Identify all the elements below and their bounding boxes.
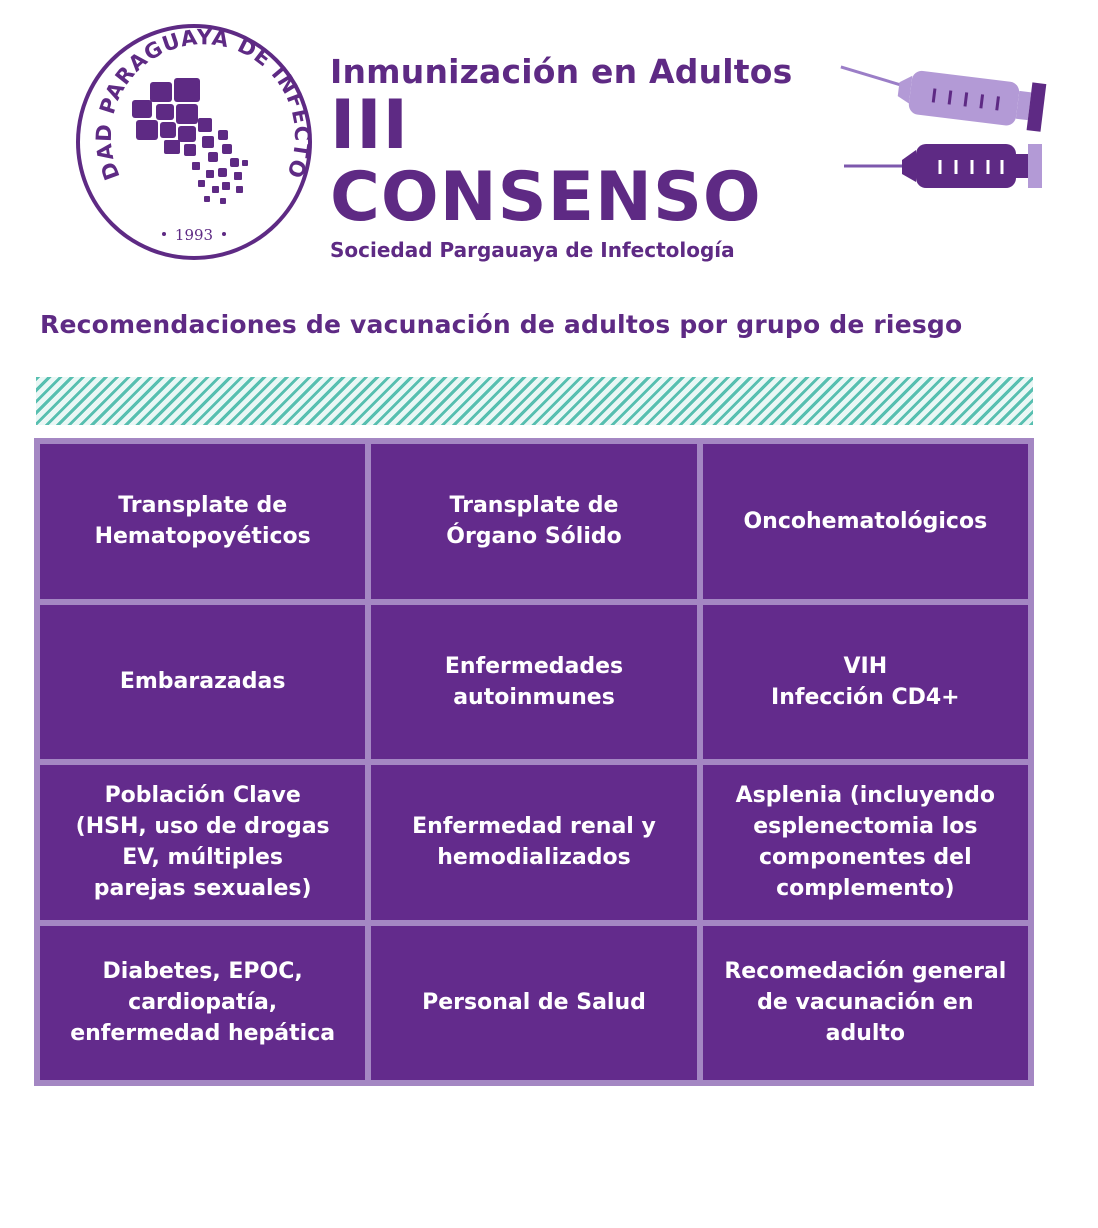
cell-label: Transplate de Hematopoyéticos [94, 493, 311, 550]
cell-label: Personal de Salud [422, 990, 646, 1016]
cell-label: Oncohematológicos [743, 508, 988, 534]
syringe-light-icon [836, 62, 1046, 132]
cell-label: Recomedación general de vacunación en adulto [724, 959, 1007, 1047]
cell-label: Asplenia (incluyendo esplenectomia los componentes del complemento) [735, 783, 995, 902]
cell-label: Población Clave (HSH, uso de drogas EV, múltiples parejas sexuales) [75, 783, 330, 902]
cell-embarazadas[interactable] [40, 605, 365, 760]
logo-ring-text: DAD PARAGUAYA DE INFECTO [91, 25, 315, 184]
cell-label: Enfermedad renal y hemodializados [412, 814, 656, 871]
header-line2: III CONSENSO [330, 86, 762, 237]
header-line1: Inmunización en Adultos [330, 52, 793, 91]
decorative-stripe [36, 377, 1033, 425]
header-line3: Sociedad Pargauaya de Infectología [330, 238, 735, 262]
cell-label: VIH Infección CD4+ [771, 653, 960, 710]
cell-recomendacion-general[interactable] [703, 926, 1028, 1081]
risk-group-grid [34, 438, 1034, 1086]
cell-vih[interactable] [703, 605, 1028, 760]
cell-asplenia[interactable] [703, 765, 1028, 920]
syringe-dark-icon [844, 144, 1042, 188]
cell-diabetes-epoc[interactable] [40, 926, 365, 1081]
cell-enfermedades-autoinmunes[interactable] [371, 605, 696, 760]
logo [72, 22, 317, 262]
header-title-block [330, 52, 820, 264]
cell-label: Diabetes, EPOC, cardiopatía, enfermedad hepática [70, 959, 336, 1047]
cell-label: Embarazadas [119, 669, 286, 695]
cell-enfermedad-renal[interactable] [371, 765, 696, 920]
logo-year: 1993 [174, 226, 214, 244]
cell-transplante-hematopoyeticos[interactable] [40, 444, 365, 599]
cell-label: Enfermedades autoinmunes [444, 653, 624, 710]
cell-label: Transplate de Órgano Sólido [446, 493, 622, 550]
cell-transplante-organo-solido[interactable] [371, 444, 696, 599]
syringes-illustration [836, 62, 1058, 197]
cell-oncohematologicos[interactable] [703, 444, 1028, 599]
cell-personal-de-salud[interactable] [371, 926, 696, 1081]
page-subtitle: Recomendaciones de vacunación de adultos por grupo de riesgo [40, 310, 963, 339]
cell-poblacion-clave[interactable] [40, 765, 365, 920]
